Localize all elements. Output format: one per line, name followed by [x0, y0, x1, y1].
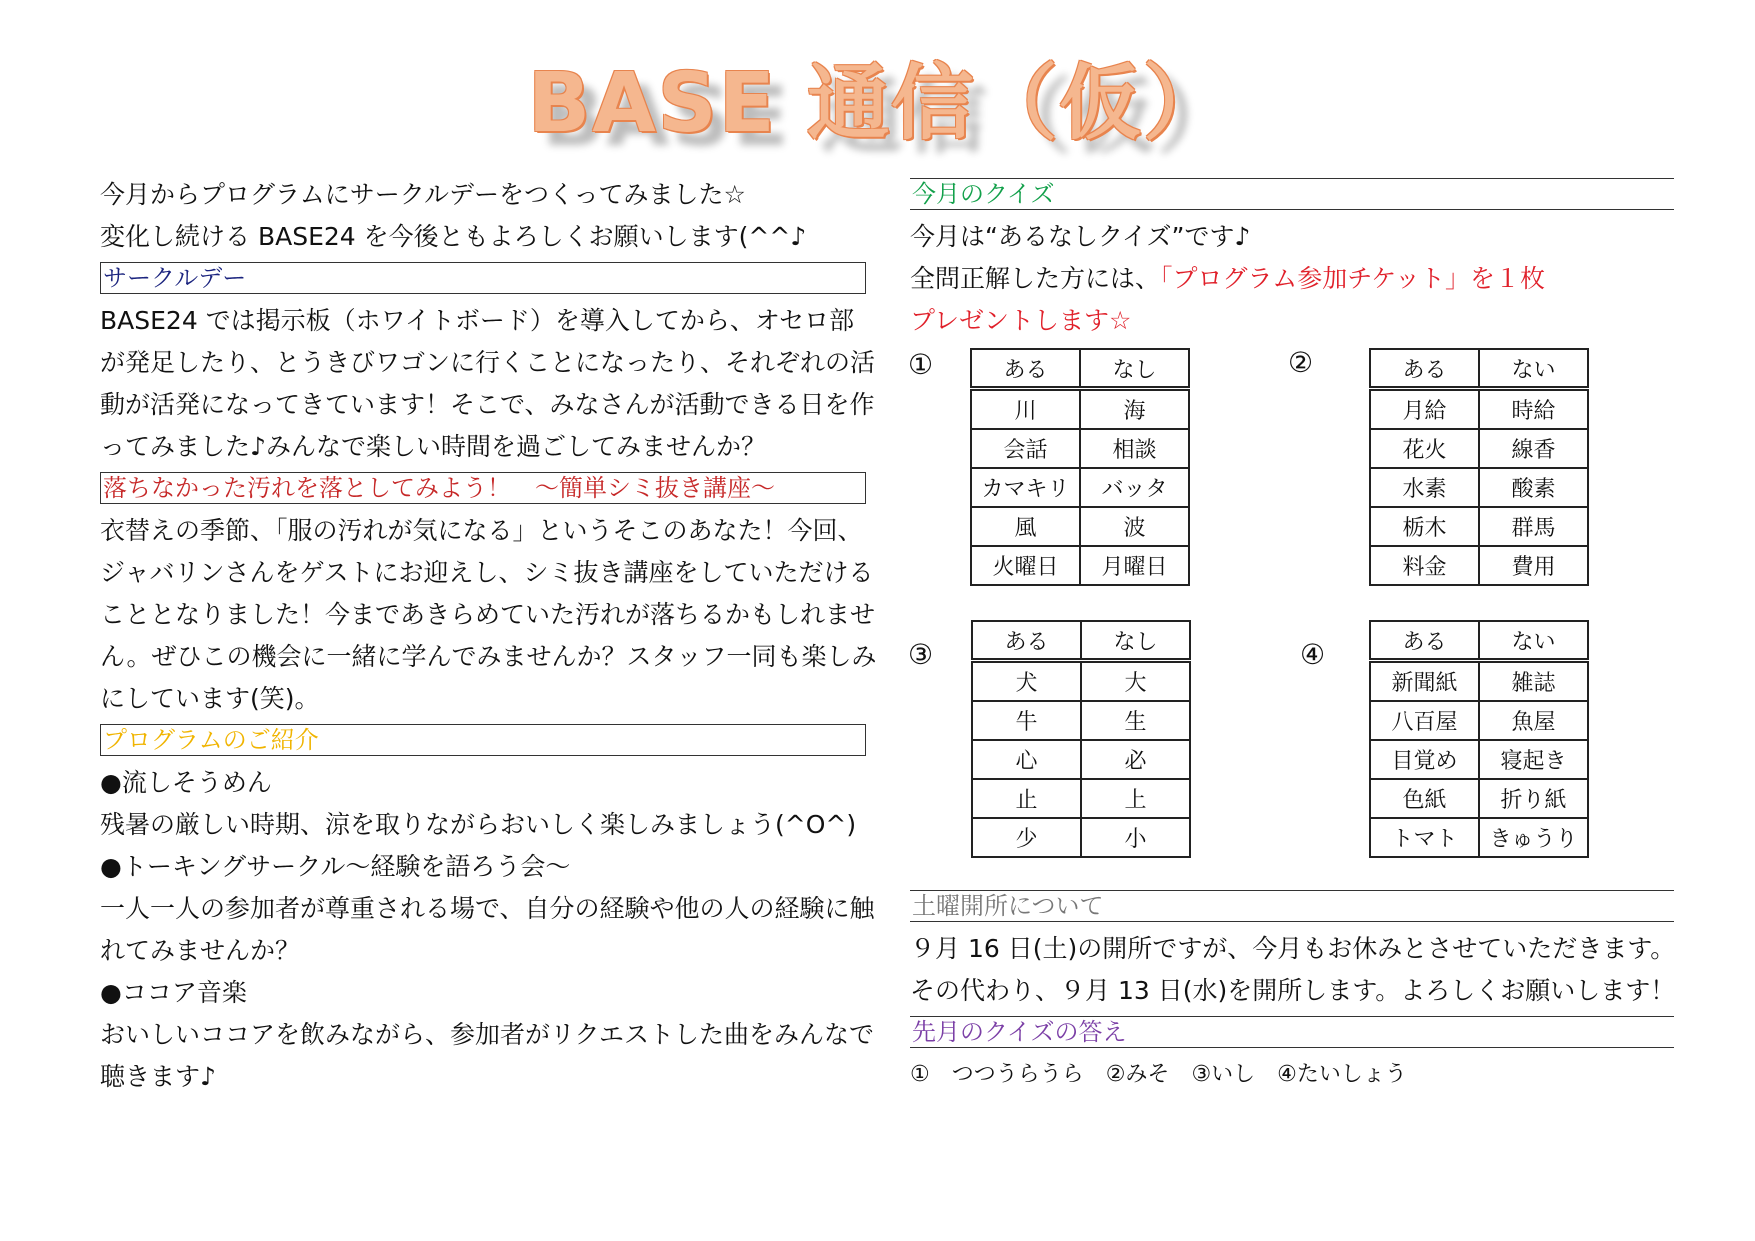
quiz-4-cell: 色紙: [1370, 779, 1479, 818]
quiz-4-cell: 雑誌: [1479, 661, 1588, 702]
quiz-3-cell: 犬: [972, 661, 1081, 702]
newsletter-title: BASE 通信（仮）: [527, 56, 1228, 151]
quiz-4-head-no: ない: [1479, 621, 1588, 661]
quiz-1-cell: 風: [971, 507, 1080, 546]
quiz-heading: 今月のクイズ: [910, 178, 1674, 210]
quiz-2-cell: 花火: [1370, 429, 1479, 468]
circle-day-line-1: BASE24 では掲示板（ホワイトボード）を導入してから、オセロ部: [100, 306, 855, 335]
stain-line-1: 衣替えの季節、「服の汚れが気になる」というそこのあなた！今回、: [100, 516, 863, 545]
quiz-intro-line-1: 今月は“あるなしクイズ”です♪: [910, 222, 1251, 251]
quiz-3-head-no: なし: [1081, 621, 1190, 661]
circle-day-line-2: が発足したり、とうきびワゴンに行くことになったり、それぞれの活: [100, 348, 876, 377]
program-line-3: ●トーキングサークル～経験を語ろう会～: [100, 852, 571, 881]
quiz-1-head-yes: ある: [971, 349, 1080, 389]
quiz-4-cell: きゅうり: [1479, 818, 1588, 857]
quiz-1-cell: 相談: [1080, 429, 1189, 468]
quiz-1-number: ①: [908, 348, 934, 381]
stain-line-3: こととなりました！今まであきらめていた汚れが落ちるかもしれませ: [100, 600, 876, 629]
quiz-3-cell: 止: [972, 779, 1081, 818]
program-heading: プログラムのご紹介: [100, 724, 866, 756]
quiz-2-cell: 水素: [1370, 468, 1479, 507]
quiz-1-cell: バッタ: [1080, 468, 1189, 507]
quiz-intro-line-3: プレゼントします☆: [910, 306, 1132, 335]
quiz-1-head-no: なし: [1080, 349, 1189, 389]
quiz-3-cell: 小: [1081, 818, 1190, 857]
quiz-4-cell: トマト: [1370, 818, 1479, 857]
quiz-1-cell: 川: [971, 389, 1080, 430]
quiz-4-cell: 寝起き: [1479, 740, 1588, 779]
program-line-6: ●ココア音楽: [100, 978, 247, 1007]
quiz-3-cell: 上: [1081, 779, 1190, 818]
quiz-4-cell: 八百屋: [1370, 701, 1479, 740]
quiz-prize-ticket: 「プログラム参加チケット」を１枚: [1160, 264, 1546, 293]
intro-line-1: 今月からプログラムにサークルデーをつくってみました☆: [100, 180, 746, 209]
quiz-3-number: ③: [908, 638, 934, 671]
stain-line-4: ん。ぜひこの機会に一緒に学んでみませんか？スタッフ一同も楽しみ: [100, 642, 877, 671]
quiz-3-cell: 必: [1081, 740, 1190, 779]
program-line-5: れてみませんか？: [100, 936, 301, 965]
quiz-3-cell: 生: [1081, 701, 1190, 740]
quiz-4-cell: 目覚め: [1370, 740, 1479, 779]
quiz-1-cell: 月曜日: [1080, 546, 1189, 585]
quiz-1-cell: 会話: [971, 429, 1080, 468]
quiz-3-cell: 大: [1081, 661, 1190, 702]
quiz-4-cell: 新聞紙: [1370, 661, 1479, 702]
quiz-2-head-no: ない: [1479, 349, 1588, 389]
quiz-4-table: [1369, 620, 1589, 858]
quiz-4-cell: 魚屋: [1479, 701, 1588, 740]
quiz-3-cell: 牛: [972, 701, 1081, 740]
quiz-2-head-yes: ある: [1370, 349, 1479, 389]
program-line-2: 残暑の厳しい時期、涼を取りながらおいしく楽しみましょう(^O^): [100, 810, 857, 839]
quiz-3-table: [971, 620, 1191, 858]
quiz-2-number: ②: [1288, 346, 1314, 379]
quiz-3-cell: 少: [972, 818, 1081, 857]
quiz-1-cell: 海: [1080, 389, 1189, 430]
saturday-line-2: その代わり、９月 13 日(水)を開所します。よろしくお願いします！: [910, 976, 1676, 1005]
quiz-1-table: [970, 348, 1190, 586]
quiz-2-cell: 月給: [1370, 389, 1479, 430]
quiz-1-cell: 火曜日: [971, 546, 1080, 585]
quiz-4-cell: 折り紙: [1479, 779, 1588, 818]
quiz-4-head-yes: ある: [1370, 621, 1479, 661]
quiz-intro-line-2: [910, 258, 1670, 300]
saturday-heading: 土曜開所について: [910, 890, 1674, 922]
program-line-4: 一人一人の参加者が尊重される場で、自分の経験や他の人の経験に触: [100, 894, 875, 923]
stain-line-2: ジャバリンさんをゲストにお迎えし、シミ抜き講座をしていただける: [100, 558, 874, 587]
answers-text: ① つつうらうら ②みそ ③いし ④たいしょう: [910, 1062, 1407, 1087]
quiz-4-number: ④: [1300, 638, 1326, 671]
answers-heading: 先月のクイズの答え: [910, 1016, 1674, 1048]
program-line-8: 聴きます♪: [100, 1062, 216, 1091]
circle-day-heading: サークルデー: [100, 262, 866, 294]
quiz-prize-lead: 全問正解した方には、: [910, 264, 1161, 293]
quiz-2-cell: 酸素: [1479, 468, 1588, 507]
program-line-1: ●流しそうめん: [100, 768, 272, 797]
circle-day-line-3: 動が活発になってきています！そこで、みなさんが活動できる日を作: [100, 390, 875, 419]
quiz-2-cell: 栃木: [1370, 507, 1479, 546]
stain-line-5: にしています(笑)。: [100, 684, 320, 713]
circle-day-line-4: ってみました♪みんなで楽しい時間を過ごしてみませんか？: [100, 432, 766, 461]
quiz-2-cell: 費用: [1479, 546, 1588, 585]
quiz-2-table: [1369, 348, 1589, 586]
quiz-2-cell: 料金: [1370, 546, 1479, 585]
quiz-2-cell: 時給: [1479, 389, 1588, 430]
quiz-1-cell: 波: [1080, 507, 1189, 546]
quiz-1-cell: カマキリ: [971, 468, 1080, 507]
intro-line-2: 変化し続ける BASE24 を今後ともよろしくお願いします(^^♪: [100, 222, 807, 251]
quiz-2-cell: 線香: [1479, 429, 1588, 468]
quiz-3-cell: 心: [972, 740, 1081, 779]
stain-heading: 落ちなかった汚れを落としてみよう！ ～簡単シミ抜き講座～: [100, 472, 866, 504]
quiz-3-head-yes: ある: [972, 621, 1081, 661]
saturday-line-1: ９月 16 日(土)の開所ですが、今月もお休みとさせていただきます。: [910, 934, 1676, 963]
quiz-2-cell: 群馬: [1479, 507, 1588, 546]
program-line-7: おいしいココアを飲みながら、参加者がリクエストした曲をみんなで: [100, 1020, 875, 1049]
